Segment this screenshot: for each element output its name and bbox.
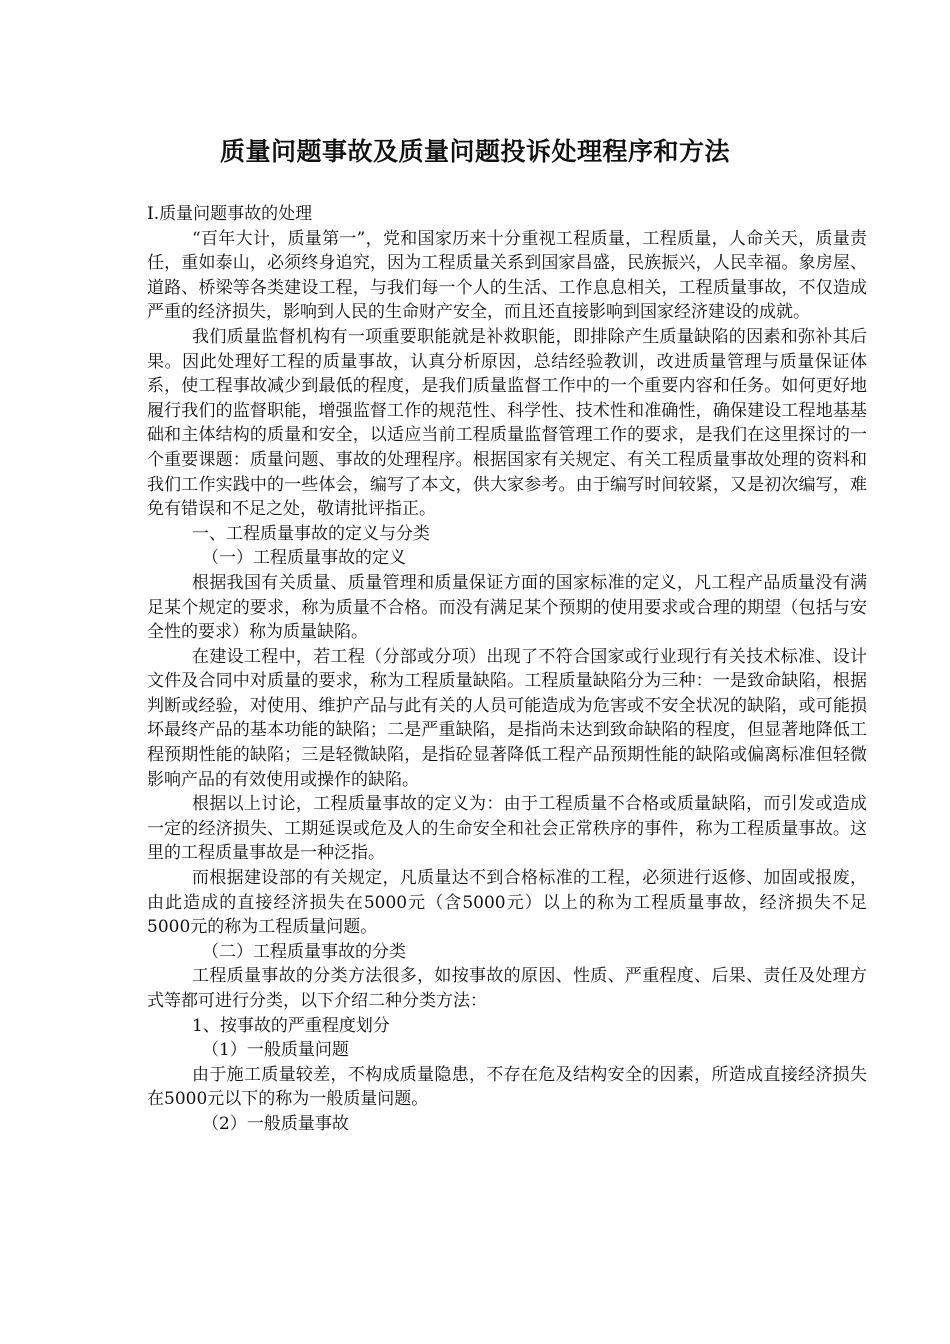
paragraph: 在建设工程中，若工程（分部或分项）出现了不符合国家或行业现行有关技术标准、设计文件及合同中对质量的要求，称为工程质量缺陷。工程质量缺陷分为三种：一是致命缺陷，根据判断或经验，对使用、维护产品与此有关的人员可能造成为危害或不安全状况的缺陷，或可能损坏最终产品的基本功能的缺陷；二是严重缺陷，是指尚未达到致命缺陷的程度，但显著地降低工程预期性能的缺陷；三是轻微缺陷，是指砼显著降低工程产品预期性能的缺陷或偏离标准但轻微影响产品的有效使用或操作的缺陷。 xyxy=(147,646,867,790)
paragraph: 根据我国有关质量、质量管理和质量保证方面的国家标准的定义，凡工程产品质量没有满足某个规定的要求，称为质量不合格。而没有满足某个预期的使用要求或合理的期望（包括与安全性的要求）称为质量缺陷。 xyxy=(147,572,867,643)
document-body xyxy=(147,202,867,1137)
heading: （一）工程质量事故的定义 xyxy=(202,548,406,569)
heading: （2）一般质量事故 xyxy=(202,1113,349,1134)
paragraph: 我们质量监督机构有一项重要职能就是补救职能，即排除产生质量缺陷的因素和弥补其后果。因此处理好工程的质量事故，认真分析原因，总结经验教训，改进质量管理与质量保证体系，使工程事故减少到最低的程度，是我们质量监督工作中的一个重要内容和任务。如何更好地履行我们的监督职能，增强监督工作的规范性、科学性、技术性和准确性，确保建设工程地基基础和主体结构的质量和安全，以适应当前工程质量监督管理工作的要求，是我们在这里探讨的一个重要课题：质量问题、事故的处理程序。根据国家有关规定、有关工程质量事故处理的资料和我们工作实践中的一些体会，编写了本文，供大家参考。由于编写时间较紧，又是初次编写，难免有错误和不足之处，敬请批评指正。 xyxy=(147,326,867,520)
section-heading: Ⅰ.质量问题事故的处理 xyxy=(147,204,313,224)
heading: （1）一般质量问题 xyxy=(202,1040,349,1061)
paragraph: 根据以上讨论，工程质量事故的定义为：由于工程质量不合格或质量缺陷，而引发或造成一定的经济损失、工期延误或危及人的生命安全和社会正常秩序的事件，称为工程质量事故。这里的工程质量事故是一种泛指。 xyxy=(147,794,867,864)
paragraph: 工程质量事故的分类方法很多，如按事故的原因、性质、严重程度、后果、责任及处理方式等都可进行分类，以下介绍二种分类方法： xyxy=(147,966,867,1011)
paragraph: 由于施工质量较差，不构成质量隐患，不存在危及结构安全的因素，所造成直接经济损失在5000元以下的称为一般质量问题。 xyxy=(147,1064,867,1110)
heading: 一、工程质量事故的定义与分类 xyxy=(192,523,430,544)
document-title: 质量问题事故及质量问题投诉处理程序和方法 xyxy=(219,137,730,166)
paragraph: “百年大计，质量第一”，党和国家历来十分重视工程质量，工程质量，人命关天，质量责任，重如泰山，必须终身追究，因为工程质量关系到国家昌盛，民族振兴，人民幸福。象房屋、道路、桥梁等各类建设工程，与我们每一个人的生活、工作息息相关，工程质量事故，不仅造成严重的经济损失，影响到人民的生命财产安全，而且还直接影响到国家经济建设的成就。 xyxy=(147,228,867,323)
heading: （二）工程质量事故的分类 xyxy=(202,941,406,962)
paragraph: 而根据建设部的有关规定，凡质量达不到合格标准的工程，必须进行返修、加固或报废，由此造成的直接经济损失在5000元（含5000元）以上的称为工程质量事故，经济损失不足5000元的称为工程质量问题。 xyxy=(147,868,867,938)
heading: 1、按事故的严重程度划分 xyxy=(192,1015,390,1036)
